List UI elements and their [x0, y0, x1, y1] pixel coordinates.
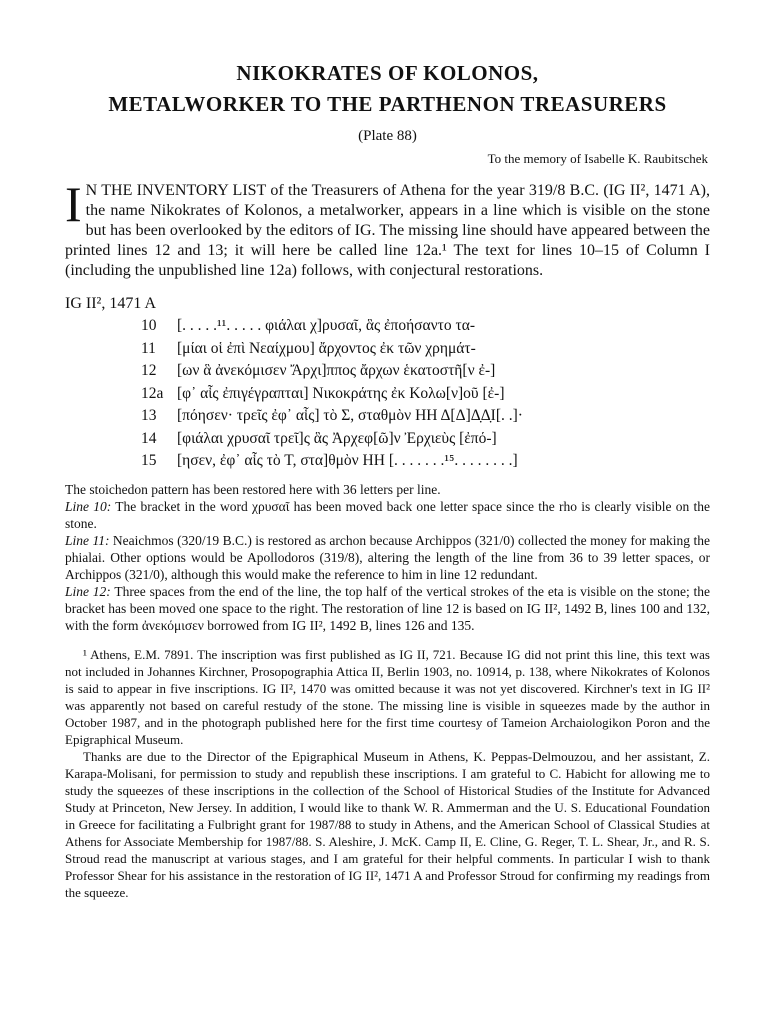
note-text: Three spaces from the end of the line, the top half of the vertical strokes of the eta is visible on the stone; the bracket has been moved one space to the right. The restoration of line 12 is based on IG II², 1492 B, lines 100 and 132, with the form ἀνεκόμισεν borrowed from IG II², 1492 B, lines 126 and 135.: [65, 583, 710, 633]
title-line-2: METALWORKER TO THE PARTHENON TREASURERS: [108, 92, 667, 116]
commentary-note: [65, 481, 710, 498]
inscription-line: [141, 383, 710, 406]
footnotes: [65, 646, 710, 901]
title-line-1: NIKOKRATES OF KOLONOS,: [236, 61, 539, 85]
commentary-note: [65, 532, 710, 583]
line-text: [μίαι οἱ ἐπὶ Νεαίχμου] ἄρχοντος ἐκ τῶν χρημάτ-: [177, 339, 476, 357]
line-text: [ων ἃ ἀνεκόμισεν Ἄρχι]ππος ἄρχων ἑκατοστῆ[ν ἐ-]: [177, 362, 496, 379]
inscription-line: [141, 428, 710, 451]
commentary-note: [65, 498, 710, 532]
line-number: 13: [141, 407, 157, 424]
drop-cap: I: [65, 176, 82, 232]
line-number: 11: [141, 339, 156, 357]
line-text: [φ᾽ αἷς ἐπιγέγραπται] Νικοκράτης ἐκ Κολω[ν]οῦ [ἐ-]: [177, 384, 505, 402]
article-title: [65, 58, 710, 120]
line-number: 10: [141, 317, 157, 334]
note-label: Line 10:: [65, 498, 112, 514]
dedication: To the memory of Isabelle K. Raubitschek: [487, 151, 708, 166]
footnote-paragraph: ¹ Athens, E.M. 7891. The inscription was first published as IG II, 721. Because IG did not print this line, this text was not included in Johannes Kirchner, Prosopographia Attica II, Berlin 1903, no. 10914, p. 138, where Nikokrates of Kolonos is said to appear in five inscriptions. IG II², 1470 was omitted because it was not yet discovered. Kirchner's text in IG II² was apparently not based on careful restudy of the stone. The missing line is visible in squeezes made by the author in October 1987, and in the photograph published here for the first time courtesy of Tameion Archaiologikon Poron and the Epigraphical Museum.: [65, 646, 710, 747]
line-text: [. . . . .¹¹. . . . . φιάλαι χ]ρυσαῖ, ἃς ἐποήσαντο τα-: [177, 317, 476, 334]
line-number: 12: [141, 362, 157, 379]
footnote-paragraph: Thanks are due to the Director of the Epigraphical Museum in Athens, K. Peppas-Delmouzou, and her assistant, Z. Karapa-Molisani, for permission to study and republish these inscriptions. I am grateful to C. Habicht for allowing me to study the squeezes of these inscriptions in the collection of the School of Historical Studies of the Institute for Advanced Study at Princeton, New Jersey. In addition, I would like to thank W. R. Ammerman and the U. S. Educational Foundation in Greece for facilitating a Fulbright grant for 1987/88 to study in Athens, and the American School of Classical Studies at Athens for Associate Membership for 1987/88. S. Aleshire, J. McK. Camp II, E. Cline, G. Reger, T. L. Shear, Jr., and R. S. Stroud read the manuscript at various stages, and I am grateful for their helpful comments. In particular I wish to thank Professor Shear for his assistance in the restoration of IG II², 1471 A and Professor Stroud for confirming my readings from the squeeze.: [65, 748, 710, 900]
line-number: 15: [141, 452, 157, 469]
commentary-notes: [65, 481, 710, 634]
note-text: Neaichmos (320/19 B.C.) is restored as archon because Archippos (321/0) collected the money for making the phialai. Other options would be Apollodoros (319/8), altering the length of the line from 36 to 39 letter spaces, or Archippos (321/0), although this would make the reference to him in line 12 redundant.: [65, 532, 710, 582]
intro-lead: N THE INVENTORY LIST: [85, 182, 267, 199]
line-text: [πόησεν· τρεῖς ἐφ᾽ αἷς] τὸ Σ, σταθμὸν ΗΗ Δ[Δ]Δ̣Δ̣Ι[. .]·: [177, 407, 523, 424]
line-number: 14: [141, 429, 157, 447]
line-number: 12a: [141, 384, 164, 402]
inscription-text: [141, 315, 710, 473]
article-page: [65, 58, 710, 901]
note-label: Line 12:: [65, 583, 111, 599]
note-text: The bracket in the word χρυσαῖ has been moved back one letter space since the rho is clearly visible on the stone.: [65, 498, 710, 531]
intro-paragraph: [65, 176, 711, 281]
inscription-line: [141, 338, 710, 361]
inscription-reference: IG II², 1471 A: [65, 295, 157, 312]
plate-reference: (Plate 88): [358, 128, 417, 144]
inscription-line: [141, 360, 710, 383]
note-label: Line 11:: [65, 532, 110, 548]
inscription-line: [141, 405, 710, 428]
note-text: The stoichedon pattern has been restored here with 36 letters per line.: [65, 481, 441, 497]
intro-text: of the Treasurers of Athena for the year 319/8 B.C. (IG II², 1471 A), the name Nikokrates of Kolonos, a metalworker, appears in a line which is visible on the stone but has been overlooked by the editors of IG. The missing line should have appeared between the printed lines 12 and 13; it will here be called line 12a.¹ The text for lines 10–15 of Column I (including the unpublished line 12a) follows, with conjectural restorations.: [65, 182, 711, 279]
inscription-line: [141, 315, 710, 338]
line-text: [ησεν, ἐφ᾽ αἷς τὸ Τ, στα]θμὸν ΗΗ [. . . . . . .¹⁵. . . . . . . .]: [177, 452, 518, 469]
line-text: [φιάλαι χρυσαῖ τρεῖ]ς ἃς Ἀρχεφ[ῶ]ν Ἐρχιεὺς [ἐπό-]: [177, 429, 497, 447]
inscription-line: [141, 450, 710, 473]
commentary-note: [65, 583, 710, 634]
